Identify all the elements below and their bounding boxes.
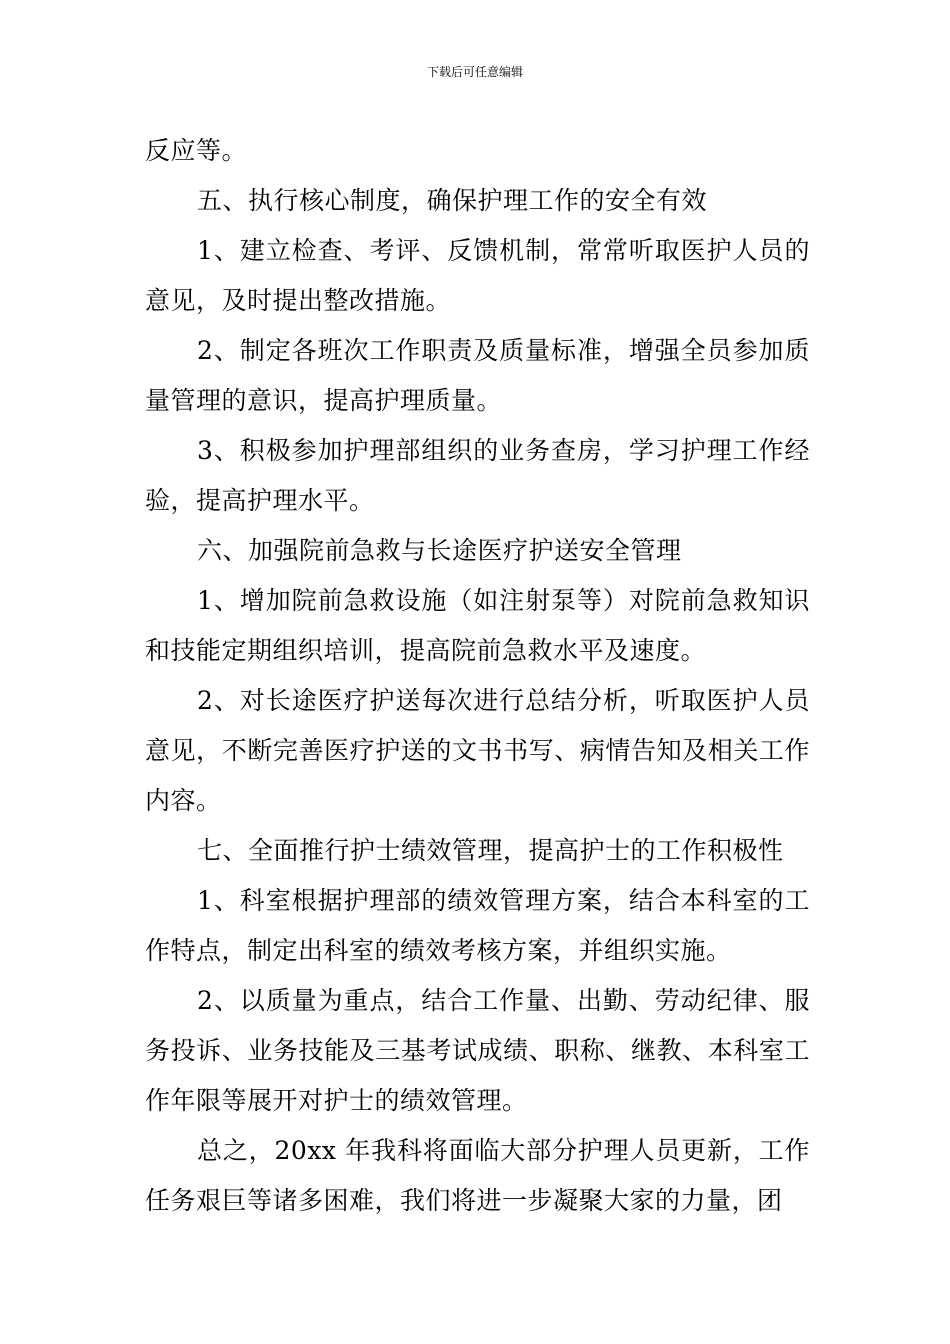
- page-header: 下载后可任意编辑: [426, 65, 523, 79]
- paragraph-7-2: 2、以质量为重点，结合工作量、出勤、劳动纪律、服务投诉、业务技能及三基考试成绩、职称、继教、本科室工作年限等展开对护士的绩效管理。: [145, 986, 810, 1115]
- paragraph-conclusion: 总之，20xx 年我科将面临大部分护理人员更新，工作任务艰巨等诸多困难，我们将进一步凝聚大家的力量，团: [145, 1136, 810, 1215]
- section-heading-6: 六、加强院前急救与长途医疗护送安全管理: [197, 536, 682, 565]
- paragraph-7-1: 1、科室根据护理部的绩效管理方案，结合本科室的工作特点，制定出科室的绩效考核方案，并组织实施。: [145, 886, 810, 965]
- paragraph-5-1: 1、建立检查、考评、反馈机制，常常听取医护人员的意见，及时提出整改措施。: [145, 236, 810, 315]
- paragraph-continuation: 反应等。: [145, 136, 248, 165]
- paragraph-6-1: 1、增加院前急救设施（如注射泵等）对院前急救知识和技能定期组织培训，提高院前急救水平及速度。: [145, 586, 810, 665]
- section-heading-5: 五、执行核心制度，确保护理工作的安全有效: [197, 186, 708, 215]
- section-heading-7: 七、全面推行护士绩效管理，提高护士的工作积极性: [197, 836, 784, 865]
- paragraph-6-2: 2、对长途医疗护送每次进行总结分析，听取医护人员意见，不断完善医疗护送的文书书写、病情告知及相关工作内容。: [145, 686, 810, 815]
- paragraph-5-3: 3、积极参加护理部组织的业务查房，学习护理工作经验，提高护理水平。: [145, 436, 810, 515]
- paragraph-5-2: 2、制定各班次工作职责及质量标准，增强全员参加质量管理的意识，提高护理质量。: [145, 336, 810, 415]
- document-body: [145, 126, 810, 1226]
